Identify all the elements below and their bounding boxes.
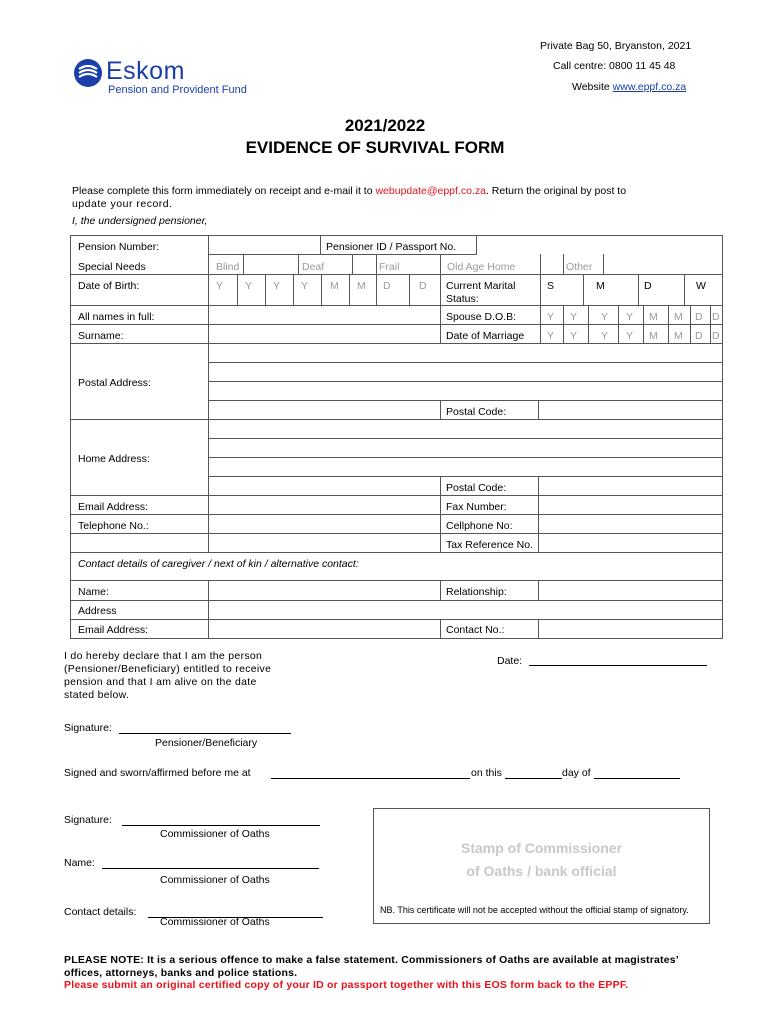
tax-ref-input[interactable] [539, 534, 721, 551]
pensioner-id-label: Pensioner ID / Passport No. [326, 241, 457, 253]
contact-name-input[interactable] [209, 581, 439, 599]
postal-code-input[interactable] [539, 401, 721, 418]
home-postal-code-label: Postal Code: [446, 482, 507, 494]
need-old-age-home: Old Age Home [447, 261, 516, 273]
commissioner-name-line[interactable] [102, 868, 319, 869]
contact-name-label: Name: [78, 586, 109, 598]
signed-place-line[interactable] [271, 778, 470, 779]
telephone-input[interactable] [209, 515, 439, 532]
fax-input[interactable] [539, 496, 721, 513]
spouse-dob-slot[interactable]: M [674, 311, 683, 323]
intro-text-3: update your record. [72, 198, 173, 210]
marriage-date-slot[interactable]: D [695, 330, 703, 342]
stamp-line-1: Stamp of Commissioner [460, 840, 623, 856]
commissioner-signature-line[interactable] [122, 825, 320, 826]
commissioner-caption-2: Commissioner of Oaths [160, 874, 270, 886]
form-title: EVIDENCE OF SURVIVAL FORM [245, 138, 505, 157]
postal-address-label: Postal Address: [78, 377, 151, 389]
fax-label: Fax Number: [446, 501, 507, 513]
declaration-line: pension and that I am alive on the date [64, 676, 257, 688]
need-blind-checkbox[interactable] [244, 256, 296, 273]
home-address-label: Home Address: [78, 453, 150, 465]
need-deaf-checkbox[interactable] [353, 256, 375, 273]
signed-before-label: Signed and sworn/affirmed before me at [64, 767, 251, 779]
please-note-text: It is a serious offence to make a false statement. Commissioners of Oaths are available at magistrates’ offices, attorneys, banks and police stations. [64, 954, 679, 979]
dob-slot[interactable]: D [419, 280, 427, 292]
dob-slot[interactable]: D [383, 280, 391, 292]
contact-heading: Contact details of caregiver / next of kin / alternative contact: [78, 558, 359, 570]
spouse-dob-slot[interactable]: D [695, 311, 703, 323]
commissioner-name-label: Name: [64, 857, 95, 869]
marital-status-label: Current Marital Status: [446, 280, 516, 305]
intro-text-2: . Return the original by post to [485, 185, 627, 197]
stamp-nb: NB. This certificate will not be accepted without the official stamp of signatory. [380, 905, 689, 915]
declaration-line: stated below. [64, 689, 130, 701]
dob-slot[interactable]: Y [273, 280, 281, 292]
need-frail: Frail [379, 261, 400, 273]
spouse-dob-slot[interactable]: Y [601, 311, 609, 323]
date-line[interactable] [529, 665, 707, 666]
submit-note: Please submit an original certified copy of your ID or passport together with this EOS form back to the EPPF. [64, 979, 629, 991]
marriage-date-slot[interactable]: M [674, 330, 683, 342]
intro-text [72, 185, 626, 197]
pension-number-input[interactable] [209, 236, 319, 254]
spouse-dob-slot[interactable]: D [712, 311, 720, 323]
all-names-input[interactable] [209, 306, 439, 323]
spouse-dob-label: Spouse D.O.B: [446, 311, 517, 323]
undersigned-text: I, the undersigned pensioner, [72, 215, 208, 227]
stamp-box [373, 808, 710, 924]
relationship-label: Relationship: [446, 586, 507, 598]
declaration-line: I do hereby declare that I am the person [64, 650, 263, 662]
tax-ref-label: Tax Reference No. [446, 539, 533, 551]
spouse-dob-slot[interactable]: M [649, 311, 658, 323]
commissioner-signature-label: Signature: [64, 814, 112, 826]
date-label: Date: [497, 655, 523, 667]
email-label: Email Address: [78, 501, 149, 513]
intro-text-1: Please complete this form immediately on receipt and e-mail it to [72, 185, 376, 197]
home-address-input[interactable] [209, 420, 722, 476]
marriage-date-slot[interactable]: Y [626, 330, 634, 342]
home-postal-code-input[interactable] [539, 477, 721, 494]
header-address: Private Bag 50, Bryanston, 2021 [540, 40, 692, 52]
telephone-label: Telephone No.: [78, 520, 149, 532]
declaration-text [64, 650, 271, 702]
contact-no-input[interactable] [539, 620, 721, 637]
need-other: Other [566, 261, 593, 273]
spouse-dob-slot[interactable]: Y [570, 311, 578, 323]
marriage-date-slot[interactable]: Y [601, 330, 609, 342]
contact-address-label: Address [78, 605, 117, 617]
pensioner-beneficiary-caption: Pensioner/Beneficiary [155, 737, 258, 749]
commissioner-caption-1: Commissioner of Oaths [160, 828, 270, 840]
email-input[interactable] [209, 496, 439, 513]
postal-address-input[interactable] [209, 344, 722, 400]
marriage-date-slot[interactable]: M [649, 330, 658, 342]
dob-label: Date of Birth: [78, 280, 140, 292]
need-old-age-checkbox[interactable] [541, 256, 562, 273]
on-this-label: on this [471, 767, 502, 779]
postal-code-label: Postal Code: [446, 406, 507, 418]
logo-name: Eskom [106, 57, 185, 85]
dob-slot[interactable]: M [357, 280, 366, 292]
all-names-label: All names in full: [78, 311, 155, 323]
special-needs-label: Special Needs [78, 261, 146, 273]
signature-label: Signature: [64, 722, 112, 734]
contact-details-label: Contact details: [64, 906, 137, 918]
day-of-label: day of [562, 767, 591, 779]
form-year: 2021/2022 [344, 116, 426, 135]
contact-email-label: Email Address: [78, 624, 149, 636]
dob-slot[interactable]: Y [301, 280, 309, 292]
marital-married[interactable]: M [596, 280, 605, 292]
contact-no-label: Contact No.: [446, 624, 505, 636]
website-link[interactable]: www.eppf.co.za [612, 81, 687, 93]
need-blind: Blind [216, 261, 240, 273]
marital-widowed[interactable]: W [696, 280, 706, 292]
website-label: Website [572, 81, 610, 93]
eskom-logo-icon [73, 58, 103, 88]
spouse-dob-slot[interactable]: Y [626, 311, 634, 323]
surname-label: Surname: [78, 330, 124, 342]
marital-divorced[interactable]: D [644, 280, 652, 292]
header-website [572, 81, 686, 93]
spouse-dob-slot[interactable]: Y [547, 311, 555, 323]
cellphone-input[interactable] [539, 515, 721, 532]
commissioner-caption-3: Commissioner of Oaths [160, 916, 270, 928]
date-of-marriage-label: Date of Marriage [446, 330, 525, 342]
pension-number-label: Pension Number: [78, 241, 160, 253]
cellphone-label: Cellphone No: [446, 520, 513, 532]
logo-sub: Pension and Provident Fund [108, 84, 247, 96]
dob-slot[interactable]: Y [216, 280, 224, 292]
need-other-checkbox[interactable] [604, 256, 721, 273]
marital-single[interactable]: S [547, 280, 555, 292]
contact-email-input[interactable] [209, 620, 439, 637]
need-deaf: Deaf [302, 261, 325, 273]
stamp-line-2: of Oaths / bank official [466, 863, 617, 879]
contact-address-input[interactable] [209, 601, 722, 618]
signed-month-line[interactable] [594, 778, 680, 779]
signature-line[interactable] [119, 733, 291, 734]
intro-email-link[interactable]: webupdate@eppf.co.za [375, 185, 486, 197]
relationship-input[interactable] [539, 581, 721, 599]
marriage-date-slot[interactable]: Y [547, 330, 555, 342]
surname-input[interactable] [209, 325, 439, 342]
dob-slot[interactable]: Y [245, 280, 253, 292]
pensioner-id-input[interactable] [477, 236, 721, 254]
marriage-date-slot[interactable]: D [712, 330, 720, 342]
please-note-label: PLEASE NOTE: [64, 954, 144, 966]
dob-slot[interactable]: M [330, 280, 339, 292]
signed-day-line[interactable] [505, 778, 562, 779]
declaration-line: (Pensioner/Beneficiary) entitled to receive [64, 663, 272, 675]
header-call-centre: Call centre: 0800 11 45 48 [553, 60, 676, 72]
please-note [64, 954, 704, 980]
marriage-date-slot[interactable]: Y [570, 330, 578, 342]
